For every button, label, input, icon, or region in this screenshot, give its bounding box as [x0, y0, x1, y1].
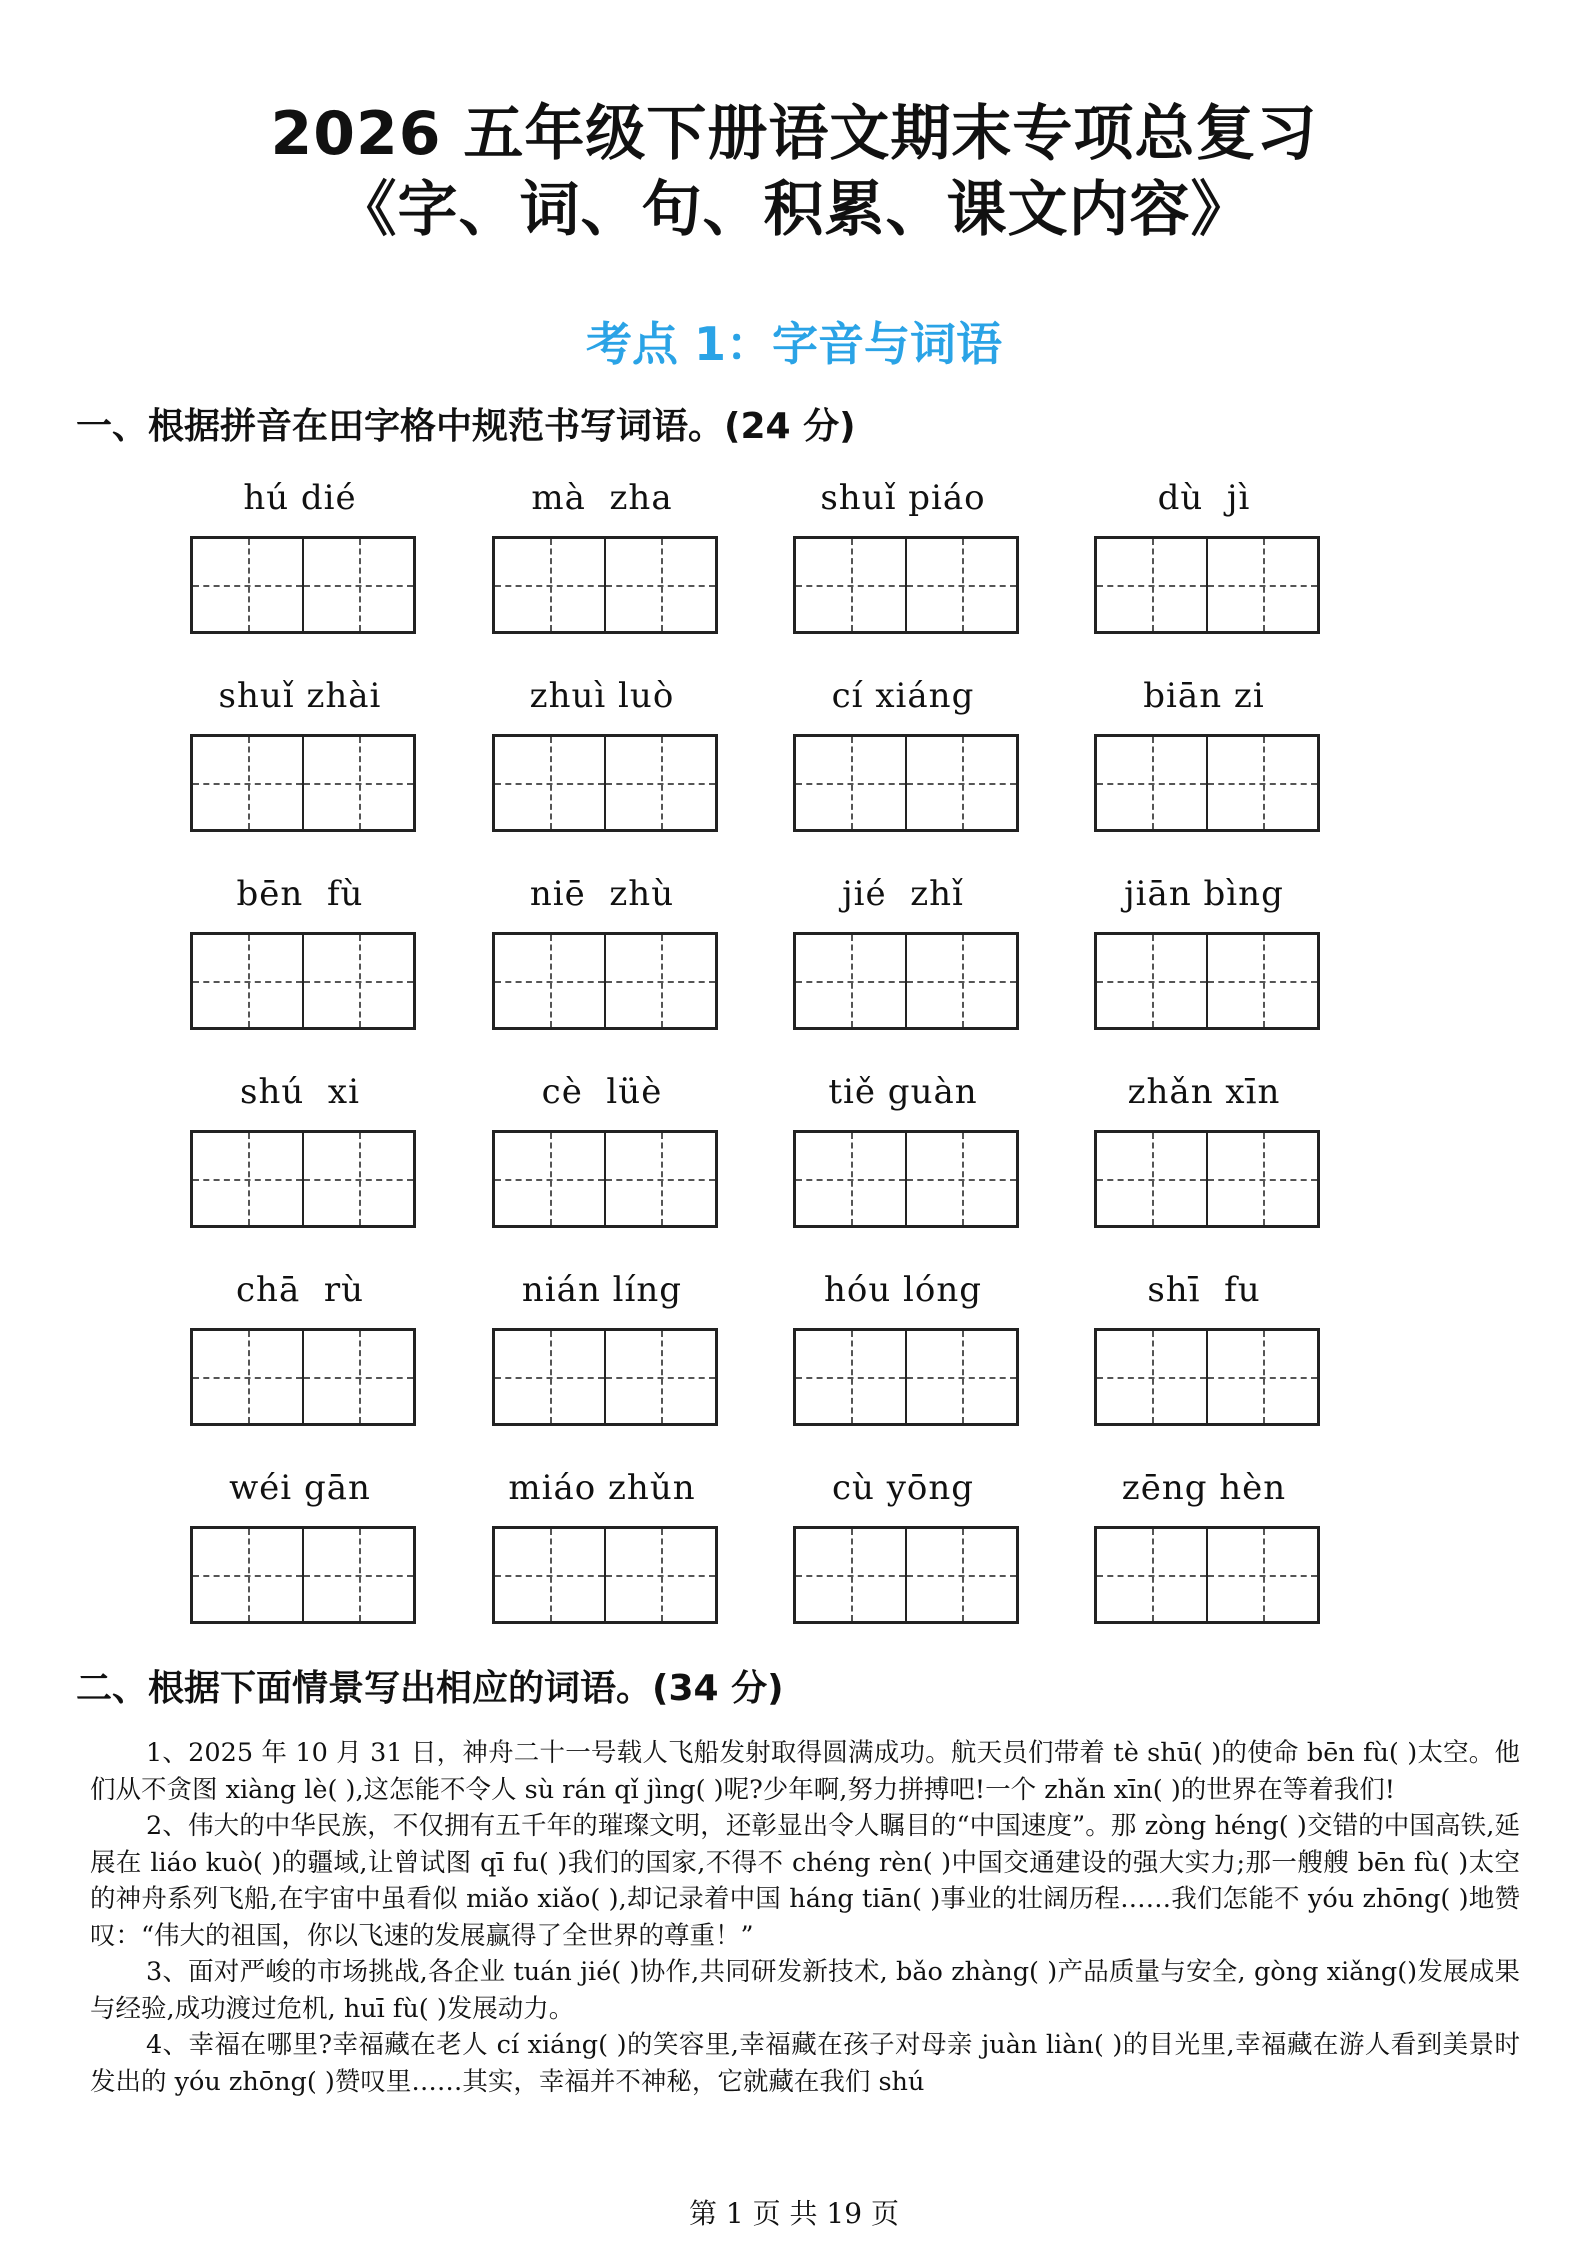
pinyin-label: shuǐ piáo — [820, 478, 986, 518]
tianzige-box[interactable] — [606, 539, 715, 631]
word-cell — [187, 478, 413, 538]
tianzige-box-pair[interactable] — [793, 1526, 1019, 1624]
word-cell — [489, 478, 715, 538]
tianzige-box[interactable] — [193, 1133, 304, 1225]
tianzige-box[interactable] — [1208, 1529, 1317, 1621]
word-cell — [187, 1072, 413, 1132]
tianzige-box[interactable] — [495, 1331, 606, 1423]
section-1-heading: 一、根据拼音在田字格中规范书写词语。(24 分) — [76, 406, 856, 447]
pinyin-label: hú dié — [243, 478, 357, 518]
pinyin-label: cù yōng — [831, 1468, 975, 1508]
pinyin-label: chā rù — [236, 1270, 364, 1310]
tianzige-box[interactable] — [1208, 539, 1317, 631]
pinyin-label: zēng hèn — [1121, 1468, 1287, 1508]
word-cell — [489, 1468, 715, 1528]
tianzige-box-pair[interactable] — [190, 1130, 416, 1228]
pinyin-label: miáo zhǔn — [508, 1468, 696, 1508]
tianzige-box-pair[interactable] — [492, 1328, 718, 1426]
tianzige-box-pair[interactable] — [190, 1328, 416, 1426]
tianzige-box[interactable] — [1097, 1331, 1208, 1423]
pinyin-label: shú xi — [240, 1072, 360, 1112]
tianzige-box[interactable] — [907, 1133, 1016, 1225]
tianzige-box-pair[interactable] — [492, 536, 718, 634]
paragraph-1: 1、2025 年 10 月 31 日，神舟二十一号载人飞船发射取得圆满成功。航天员们带着 tè shū( )的使命 bēn fù( )太空。他们从不贪图 xiàng lè( ),这怎能不令人 sù rán qǐ jìng( )呢?少年啊,努力拼搏吧!一个 zhǎn xīn( )的世界在等着我们! — [90, 1738, 1520, 1805]
word-cell — [489, 1270, 715, 1330]
kaodian-heading: 考点 1：字音与词语 — [585, 317, 1003, 371]
tianzige-box[interactable] — [1097, 737, 1208, 829]
tianzige-box[interactable] — [907, 1331, 1016, 1423]
tianzige-box[interactable] — [1097, 1133, 1208, 1225]
tianzige-box[interactable] — [304, 737, 413, 829]
tianzige-box[interactable] — [193, 935, 304, 1027]
pinyin-label: hóu lóng — [823, 1270, 983, 1310]
word-cell — [1091, 1072, 1317, 1132]
paragraph-3: 3、面对严峻的市场挑战,各企业 tuán jié( )协作,共同研发新技术, bǎo zhàng( )产品质量与安全, gòng xiǎng()发展成果与经验,成功渡过危机, huī fù( )发展动力。 — [90, 1957, 1520, 2024]
tianzige-box[interactable] — [495, 1133, 606, 1225]
tianzige-box-pair[interactable] — [793, 1130, 1019, 1228]
tianzige-box[interactable] — [193, 1331, 304, 1423]
pinyin-label: cí xiáng — [831, 676, 975, 716]
tianzige-box-pair[interactable] — [1094, 536, 1320, 634]
tianzige-box[interactable] — [1097, 539, 1208, 631]
tianzige-box[interactable] — [495, 935, 606, 1027]
tianzige-box[interactable] — [796, 935, 907, 1027]
paragraph-2: 2、伟大的中华民族，不仅拥有五千年的璀璨文明，还彰显出令人瞩目的“中国速度”。那 zòng héng( )交错的中国高铁,延展在 liáo kuò( )的疆域,让曾试图 qī fu( )我们的国家,不得不 chéng rèn( )中国交通建设的强大实力;那一艘艘 bēn fù( )太空的神舟系列飞船,在宇宙中虽看似 miǎo xiǎo( ),却记录着中国 háng tiān( )事业的壮阔历程……我们怎能不 yóu zhōng( )地赞叹：“伟大的祖国，你以飞速的发展赢得了全世界的尊重！” — [90, 1811, 1520, 1951]
pinyin-label: bēn fù — [236, 874, 364, 914]
tianzige-box[interactable] — [907, 539, 1016, 631]
tianzige-box[interactable] — [796, 1331, 907, 1423]
pinyin-label: jiān bìng — [1124, 874, 1284, 914]
tianzige-box[interactable] — [1208, 1331, 1317, 1423]
word-cell — [1091, 478, 1317, 538]
word-cell — [489, 676, 715, 736]
word-cell — [790, 676, 1016, 736]
word-cell — [1091, 1270, 1317, 1330]
pinyin-label: biān zi — [1143, 676, 1265, 716]
tianzige-box[interactable] — [304, 1331, 413, 1423]
tianzige-box[interactable] — [1208, 935, 1317, 1027]
tianzige-box-pair[interactable] — [492, 1130, 718, 1228]
word-cell — [1091, 1468, 1317, 1528]
tianzige-box[interactable] — [193, 737, 304, 829]
tianzige-box[interactable] — [304, 1529, 413, 1621]
tianzige-box[interactable] — [304, 539, 413, 631]
tianzige-box[interactable] — [796, 539, 907, 631]
pinyin-label: zhǎn xīn — [1127, 1072, 1281, 1112]
tianzige-box[interactable] — [193, 539, 304, 631]
tianzige-box[interactable] — [304, 935, 413, 1027]
word-cell — [1091, 676, 1317, 736]
word-cell — [489, 874, 715, 934]
tianzige-box-pair[interactable] — [492, 932, 718, 1030]
pinyin-label: niē zhù — [529, 874, 675, 914]
word-cell — [187, 874, 413, 934]
tianzige-box[interactable] — [495, 539, 606, 631]
tianzige-box-pair[interactable] — [1094, 1328, 1320, 1426]
tianzige-box-pair[interactable] — [793, 932, 1019, 1030]
pinyin-label: shuǐ zhài — [218, 676, 382, 716]
word-cell — [187, 1468, 413, 1528]
tianzige-box-pair[interactable] — [190, 536, 416, 634]
pinyin-label: dù jì — [1157, 478, 1251, 518]
tianzige-box-pair[interactable] — [1094, 734, 1320, 832]
tianzige-box[interactable] — [606, 1133, 715, 1225]
title-line-1: 2026 五年级下册语文期末专项总复习 — [270, 99, 1318, 169]
word-cell — [790, 1270, 1016, 1330]
tianzige-box[interactable] — [495, 1529, 606, 1621]
tianzige-box[interactable] — [907, 1529, 1016, 1621]
tianzige-box-pair[interactable] — [1094, 932, 1320, 1030]
pinyin-label: jié zhǐ — [842, 874, 964, 914]
word-cell — [187, 676, 413, 736]
tianzige-box[interactable] — [606, 737, 715, 829]
tianzige-box[interactable] — [907, 935, 1016, 1027]
tianzige-box[interactable] — [304, 1133, 413, 1225]
pinyin-label: zhuì luò — [529, 676, 675, 716]
pinyin-label: tiě guàn — [828, 1072, 978, 1112]
tianzige-box[interactable] — [606, 935, 715, 1027]
word-cell — [790, 1072, 1016, 1132]
tianzige-box-pair[interactable] — [492, 1526, 718, 1624]
tianzige-box[interactable] — [1208, 737, 1317, 829]
tianzige-box[interactable] — [495, 737, 606, 829]
title-line-2: 《字、词、句、积累、课文内容》 — [336, 175, 1252, 245]
page-footer: 第 1 页 共 19 页 — [689, 2197, 899, 2230]
pinyin-label: wéi gān — [229, 1468, 371, 1508]
tianzige-box[interactable] — [193, 1529, 304, 1621]
tianzige-box[interactable] — [796, 1133, 907, 1225]
tianzige-box[interactable] — [1097, 1529, 1208, 1621]
pinyin-label: nián líng — [521, 1270, 683, 1310]
tianzige-box[interactable] — [796, 1529, 907, 1621]
pinyin-label: cè lüè — [541, 1072, 663, 1112]
tianzige-box-pair[interactable] — [190, 1526, 416, 1624]
word-cell — [187, 1270, 413, 1330]
tianzige-box[interactable] — [796, 737, 907, 829]
tianzige-box[interactable] — [606, 1331, 715, 1423]
tianzige-box-pair[interactable] — [793, 734, 1019, 832]
word-cell — [790, 874, 1016, 934]
pinyin-label: shī fu — [1147, 1270, 1261, 1310]
passage — [90, 1735, 1520, 2100]
tianzige-box-pair[interactable] — [190, 734, 416, 832]
tianzige-box-pair[interactable] — [190, 932, 416, 1030]
word-cell — [790, 1468, 1016, 1528]
tianzige-box[interactable] — [1097, 935, 1208, 1027]
tianzige-box-pair[interactable] — [1094, 1130, 1320, 1228]
pinyin-label: mà zha — [531, 478, 673, 518]
tianzige-box[interactable] — [1208, 1133, 1317, 1225]
word-cell — [790, 478, 1016, 538]
tianzige-box[interactable] — [606, 1529, 715, 1621]
tianzige-box-pair[interactable] — [1094, 1526, 1320, 1624]
word-cell — [489, 1072, 715, 1132]
tianzige-box-pair[interactable] — [793, 1328, 1019, 1426]
tianzige-box-pair[interactable] — [492, 734, 718, 832]
tianzige-box-pair[interactable] — [793, 536, 1019, 634]
tianzige-box[interactable] — [907, 737, 1016, 829]
paragraph-4: 4、幸福在哪里?幸福藏在老人 cí xiáng( )的笑容里,幸福藏在孩子对母亲 juàn liàn( )的目光里,幸福藏在游人看到美景时发出的 yóu zhōng( )赞叹里……其实，幸福并不神秘，它就藏在我们 shú — [90, 2030, 1520, 2097]
word-cell — [1091, 874, 1317, 934]
section-2-heading: 二、根据下面情景写出相应的词语。(34 分) — [76, 1668, 784, 1709]
